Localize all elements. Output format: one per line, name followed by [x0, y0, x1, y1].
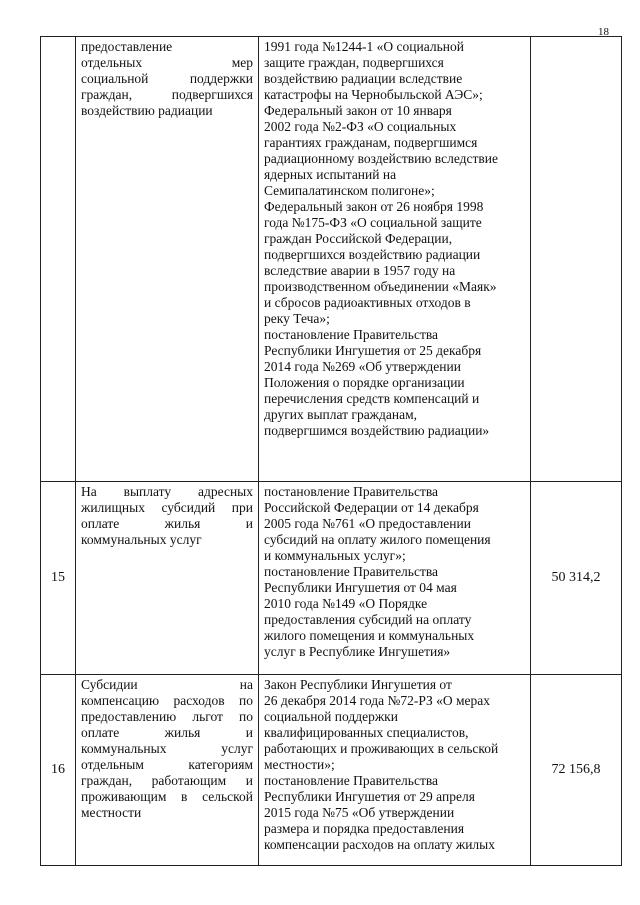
legal-basis-line: катастрофы на Чернобыльской АЭС»;	[264, 87, 483, 102]
legal-basis-line: производственном объединении «Маяк»	[264, 279, 497, 294]
row-number-cell	[41, 482, 76, 675]
measure-name-line: оплате жилья и	[81, 516, 253, 531]
legal-basis-line: Республики Ингушетия от 04 мая	[264, 580, 457, 595]
row-number-cell	[41, 675, 76, 866]
measure-name-line: отдельным категориям	[81, 757, 253, 772]
legal-basis-line: и коммунальных услуг»;	[264, 548, 406, 563]
legal-basis-line: воздействию радиации вследствие	[264, 71, 463, 86]
legal-basis-line: других выплат гражданам,	[264, 407, 418, 422]
legal-basis-line: защите граждан, подвергшихся	[264, 55, 444, 70]
measure-name-line: компенсацию расходов по	[81, 693, 253, 708]
measure-name-line: коммунальных услуг	[81, 741, 253, 756]
legal-basis-line: социальной поддержки	[264, 709, 398, 724]
legal-basis-line: квалифицированных специалистов,	[264, 725, 469, 740]
legal-basis-line: радиационному воздействию вследствие	[264, 151, 498, 166]
table-row	[41, 37, 622, 482]
measure-name-line: проживающим в сельской	[81, 789, 253, 804]
measure-name-line: Субсидии на	[81, 677, 253, 692]
legal-basis	[259, 675, 530, 853]
legal-basis-line: 2014 года №269 «Об утверждении	[264, 359, 461, 374]
legal-basis-cell	[259, 675, 531, 866]
measure-name-line: граждан, работающим и	[81, 773, 253, 788]
legal-basis-line: Республики Ингушетия от 29 апреля	[264, 789, 475, 804]
legal-basis-line: постановление Правительства	[264, 484, 439, 499]
legal-basis-line: жилого помещения и коммунальных	[264, 628, 475, 643]
legal-basis-cell	[259, 37, 531, 482]
legal-basis-line: подвергшимся воздействию радиации»	[264, 423, 490, 438]
measure-name-line: предоставление	[81, 39, 173, 54]
table-row	[41, 675, 622, 866]
measure-name-line: коммунальных услуг	[81, 532, 202, 547]
measure-name-line: социальной поддержки	[81, 71, 253, 86]
legal-basis-line: 1991 года №1244-1 «О социальной	[264, 39, 464, 54]
legal-basis-line: субсидий на оплату жилого помещения	[264, 532, 491, 547]
measure-name-line: предоставлению льгот по	[81, 709, 253, 724]
measure-name-line: местности	[81, 805, 142, 820]
measure-name-cell	[76, 675, 259, 866]
legal-basis-line: реку Теча»;	[264, 311, 330, 326]
legal-basis-line: постановление Правительства	[264, 773, 439, 788]
row-number: 15	[51, 570, 65, 585]
row-number: 16	[51, 762, 65, 777]
legal-basis-line: Закон Республики Ингушетия от	[264, 677, 452, 692]
measure-name-line: На выплату адресных	[81, 484, 253, 499]
measure-name	[76, 675, 258, 821]
legal-basis	[259, 482, 530, 660]
legal-basis-line: размера и порядка предоставления	[264, 821, 465, 836]
table-row	[41, 482, 622, 675]
legal-basis-line: года №175-ФЗ «О социальной защите	[264, 215, 482, 230]
legal-basis-line: 2002 года №2-ФЗ «О социальных	[264, 119, 457, 134]
legal-basis-line: работающих и проживающих в сельской	[264, 741, 499, 756]
legal-basis-line: постановление Правительства	[264, 327, 439, 342]
amount: 72 156,8	[551, 762, 601, 777]
measure-name-line: жилищных субсидий при	[81, 500, 253, 515]
measures-table	[40, 36, 622, 866]
legal-basis	[259, 37, 530, 439]
legal-basis-line: Российской Федерации от 14 декабря	[264, 500, 479, 515]
legal-basis-line: гарантиях гражданам, подвергшимся	[264, 135, 478, 150]
legal-basis-line: Федеральный закон от 10 января	[264, 103, 452, 118]
amount: 50 314,2	[551, 570, 601, 585]
legal-basis-line: Положения о порядке организации	[264, 375, 465, 390]
amount-cell	[531, 482, 622, 675]
measure-name-cell	[76, 37, 259, 482]
legal-basis-line: Федеральный закон от 26 ноября 1998	[264, 199, 484, 214]
legal-basis-line: постановление Правительства	[264, 564, 439, 579]
page-number: 18	[598, 26, 609, 38]
legal-basis-line: услуг в Республике Ингушетия»	[264, 644, 451, 659]
legal-basis-line: 2005 года №761 «О предоставлении	[264, 516, 471, 531]
amount-cell	[531, 675, 622, 866]
measure-name-line: воздействию радиации	[81, 103, 213, 118]
measure-name-line: оплате жилья и	[81, 725, 253, 740]
legal-basis-line: и сбросов радиоактивных отходов в	[264, 295, 471, 310]
legal-basis-cell	[259, 482, 531, 675]
legal-basis-line: перечисления средств компенсаций и	[264, 391, 480, 406]
measure-name-line: граждан, подвергшихся	[81, 87, 253, 102]
legal-basis-line: Семипалатинском полигоне»;	[264, 183, 435, 198]
legal-basis-line: граждан Российской Федерации,	[264, 231, 453, 246]
legal-basis-line: 2015 года №75 «Об утверждении	[264, 805, 455, 820]
legal-basis-line: вследствие аварии в 1957 году на	[264, 263, 456, 278]
legal-basis-line: ядерных испытаний на	[264, 167, 397, 182]
legal-basis-line: предоставления субсидий на оплату	[264, 612, 472, 627]
measure-name	[76, 482, 258, 548]
legal-basis-line: 26 декабря 2014 года №72-РЗ «О мерах	[264, 693, 491, 708]
legal-basis-line: местности»;	[264, 757, 335, 772]
measure-name	[76, 37, 258, 119]
amount-cell	[531, 37, 622, 482]
legal-basis-line: 2010 года №149 «О Порядке	[264, 596, 428, 611]
legal-basis-line: Республики Ингушетия от 25 декабря	[264, 343, 482, 358]
measure-name-line: отдельных мер	[81, 55, 253, 70]
measure-name-cell	[76, 482, 259, 675]
legal-basis-line: подвергшихся воздействию радиации	[264, 247, 481, 262]
row-number-cell	[41, 37, 76, 482]
legal-basis-line: компенсации расходов на оплату жилых	[264, 837, 495, 852]
